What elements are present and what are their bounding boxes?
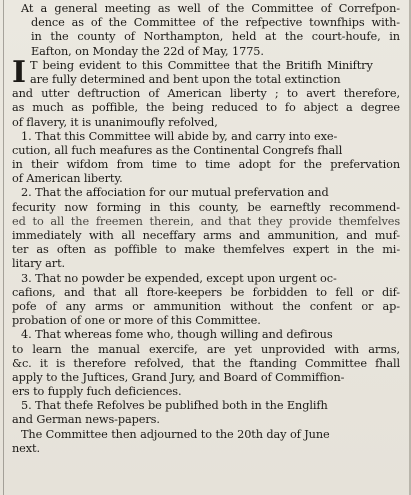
preamble-line: are fully determined and bent upon the total extinction bbox=[30, 72, 341, 86]
preamble-text: T being evident to this Committee that the Britifh Miniftry bbox=[30, 58, 373, 72]
preamble-line: of flavery, it is unanimoufly refolved, bbox=[12, 115, 218, 129]
resolve-2-line: ed to all the freemen therein, and that they provide themfelves bbox=[12, 214, 401, 228]
resolve-5-line: and German news-papers. bbox=[12, 413, 160, 427]
resolve-2-line: 2. That the affociation for our mutual prefervation and bbox=[21, 186, 329, 200]
resolve-1-line: 1. That this Committee will abide by, and carry into exe- bbox=[21, 129, 338, 143]
resolve-5-line: 5. That thefe Refolves be publifhed both in the Englifh bbox=[21, 399, 328, 413]
drop-cap: I bbox=[12, 54, 26, 90]
resolve-4-line: to learn the manual exercife, are yet unprovided with arms, bbox=[12, 342, 400, 356]
column-rule bbox=[3, 0, 4, 495]
resolve-2-line: litary art. bbox=[12, 257, 66, 271]
resolve-1-line: in their wifdom from time to time adopt for the prefervation bbox=[12, 158, 401, 172]
resolve-2-line: fecurity now forming in this county, be earneftly recommend- bbox=[12, 200, 400, 214]
resolve-4-line: &c. it is therefore refolved, that the ftanding Committee fhall bbox=[12, 356, 401, 370]
resolve-4-line: ers to fupply fuch deficiences. bbox=[12, 385, 182, 399]
resolve-3-line: pofe of any arms or ammunition without the confent or ap- bbox=[12, 299, 400, 313]
preamble-line: as much as poffible, the being reduced to fo abject a degree bbox=[12, 101, 400, 115]
resolve-3-line: 3. That no powder be expended, except upon urgent oc- bbox=[21, 271, 337, 285]
resolve-1-line: of American liberty. bbox=[12, 172, 123, 186]
resolve-3-line: cafions, and that all ftore-keepers be forbidden to fell or dif- bbox=[12, 285, 401, 299]
resolve-4-line: apply to the Juftices, Grand Jury, and Board of Commiffion- bbox=[12, 370, 345, 384]
resolve-2-line: immediately with all neceffary arms and ammunition, and muf- bbox=[12, 229, 400, 242]
article-body bbox=[12, 2, 400, 456]
resolve-3-line: probation of one or more of this Committee. bbox=[12, 314, 261, 328]
heading-line: dence as of the Committee of the refpective townfhips with- bbox=[31, 16, 400, 30]
heading-line: Eafton, on Monday the 22d of May, 1775. bbox=[31, 44, 264, 58]
heading-line: At a general meeting as well of the Committee of Correfpon- bbox=[21, 2, 400, 15]
preamble-line: and utter deftruction of American liberty ; to avert therefore, bbox=[12, 87, 400, 101]
heading-line: in the county of Northampton, held at the court-houfe, in bbox=[31, 30, 400, 44]
closing-line: next. bbox=[12, 441, 40, 455]
resolve-2-line: ter as often as poffible to make themfelves expert in the mi- bbox=[12, 243, 401, 257]
resolve-1-line: cution, all fuch meafures as the Continental Congrefs fhall bbox=[12, 143, 343, 157]
resolve-4-line: 4. That whereas fome who, though willing and defirous bbox=[21, 328, 333, 342]
closing-line: The Committee then adjourned to the 20th day of June bbox=[21, 427, 330, 441]
